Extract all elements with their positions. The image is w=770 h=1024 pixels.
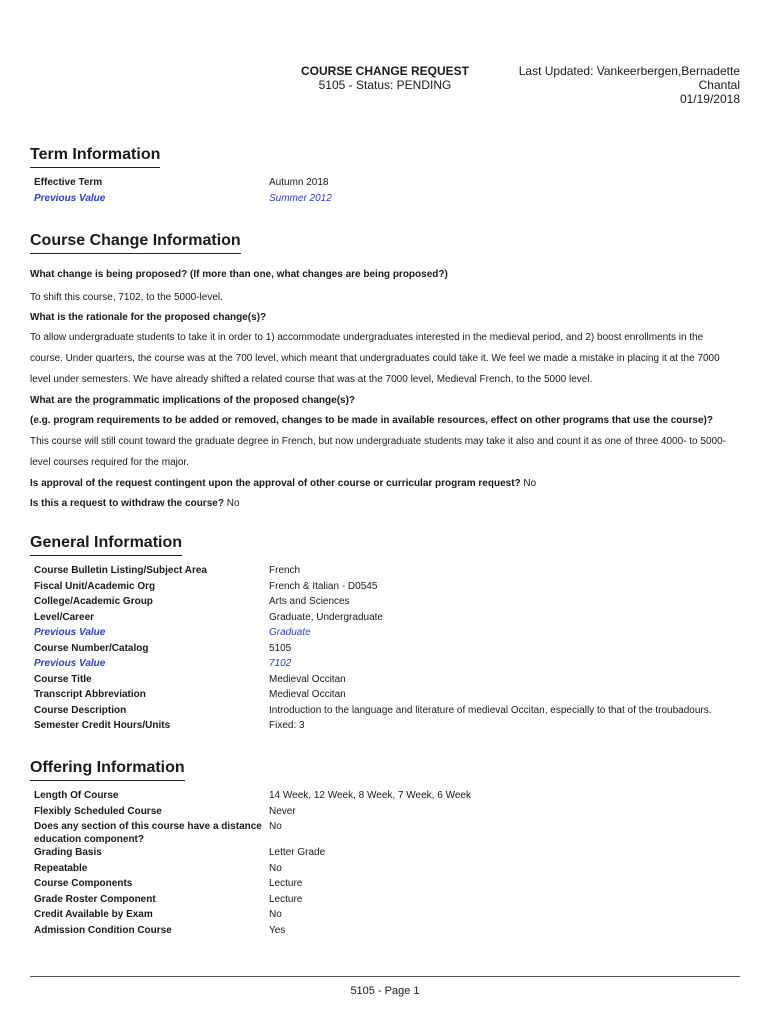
field-value: No [269, 862, 282, 874]
field-value: No [269, 821, 282, 832]
offering-information-heading: Offering Information [30, 758, 185, 781]
field-label: Does any section of this course have a distance education component? [34, 821, 262, 845]
field-label: Course Components [34, 878, 133, 889]
question-programmatic: What are the programmatic implications of the proposed change(s)? [30, 395, 356, 406]
page-number: 5105 - Page 1 [350, 985, 420, 997]
previous-value: Graduate [269, 627, 311, 638]
field-label: Semester Credit Hours/Units [34, 720, 171, 731]
field-value: French & Italian - D0545 [269, 580, 378, 592]
field-value: Never [269, 805, 296, 817]
last-updated-name-cont: Chantal [698, 78, 740, 92]
field-label: College/Academic Group [34, 596, 153, 607]
answer-withdraw: No [226, 498, 240, 509]
field-value: Medieval Occitan [269, 689, 346, 700]
question-withdraw-text: Is this a request to withdraw the course? [30, 498, 224, 509]
field-label: Course Title [34, 673, 92, 685]
field-label: Grading Basis [34, 847, 102, 858]
last-updated [519, 64, 740, 106]
field-label: Admission Condition Course [34, 924, 172, 936]
field-value: Yes [269, 924, 286, 936]
answer-proposed-change: To shift this course, 7102, to the 5000-level. [30, 292, 223, 303]
field-label: Grade Roster Component [34, 893, 156, 905]
previous-value: 7102 [269, 658, 292, 669]
field-label: Level/Career [34, 611, 95, 623]
document-title: COURSE CHANGE REQUEST [300, 64, 470, 78]
field-label: Fiscal Unit/Academic Org [34, 580, 156, 592]
field-value: Medieval Occitan [269, 673, 346, 685]
field-label: Credit Available by Exam [34, 909, 153, 920]
field-value: No [269, 909, 282, 920]
field-value: Fixed: 3 [269, 720, 305, 731]
field-value: Graduate, Undergraduate [269, 611, 383, 623]
course-change-heading: Course Change Information [30, 231, 241, 254]
previous-value-label: Previous Value [34, 627, 106, 638]
question-withdraw [30, 497, 240, 510]
field-value: 14 Week, 12 Week, 8 Week, 7 Week, 6 Week [269, 790, 471, 801]
field-value: Autumn 2018 [269, 177, 329, 188]
field-value: Lecture [269, 878, 303, 889]
question-contingent [30, 477, 536, 490]
last-updated-name: Last Updated: Vankeerbergen,Bernadette [518, 64, 740, 78]
answer-programmatic-line-1: This course will still count toward the graduate degree in French, but now undergraduate students may take it also and count it as one of three 4000- to 5000- [30, 436, 726, 447]
footer-divider [30, 976, 740, 977]
field-label: Course Number/Catalog [34, 642, 149, 654]
question-proposed-change: What change is being proposed? (If more than one, what changes are being proposed?) [30, 269, 448, 280]
field-value: 5105 [269, 642, 292, 654]
field-value: Lecture [269, 893, 303, 905]
field-label: Course Description [34, 704, 127, 716]
field-label: Repeatable [34, 862, 88, 874]
field-value: Introduction to the language and literature of medieval Occitan, especially to that of the troubadours. [269, 704, 712, 716]
field-value: Arts and Sciences [269, 596, 350, 607]
field-value: French [269, 565, 301, 576]
document-status: 5105 - Status: PENDING [318, 78, 452, 92]
answer-rationale-line-1: To allow undergraduate students to take it in order to 1) accommodate undergraduates interested in the medieval period, and 2) boost enrollments in the [30, 332, 704, 343]
field-label: Length Of Course [34, 790, 119, 801]
answer-rationale-line-2: course. Under quarters, the course was at the 700 level, which meant that undergraduates could take it. We feel we made a mistake in placing it at the 7000 [30, 353, 720, 364]
answer-programmatic-line-2: level courses required for the major. [30, 457, 189, 468]
document-header [255, 64, 515, 92]
previous-value: Summer 2012 [269, 192, 332, 204]
field-label: Transcript Abbreviation [34, 689, 146, 700]
field-label: Effective Term [34, 177, 103, 188]
previous-value-label: Previous Value [34, 658, 106, 669]
field-label: Flexibly Scheduled Course [34, 805, 162, 817]
question-contingent-text: Is approval of the request contingent upon the approval of other course or curricular program request? [30, 478, 521, 489]
answer-rationale-line-3: level under semesters. We have already shifted a related course that was at the 7000 level, Medieval French, to the 5000 level. [30, 374, 593, 385]
answer-contingent: No [523, 478, 537, 489]
question-programmatic-detail: (e.g. program requirements to be added or removed, changes to be made in available resources, effect on other programs that use the course)? [30, 415, 713, 426]
term-information-heading: Term Information [30, 145, 160, 168]
last-updated-date: 01/19/2018 [679, 92, 740, 106]
previous-value-label: Previous Value [34, 192, 106, 204]
field-value: Letter Grade [269, 847, 326, 858]
question-rationale: What is the rationale for the proposed change(s)? [30, 312, 267, 323]
general-information-heading: General Information [30, 533, 182, 556]
field-label: Course Bulletin Listing/Subject Area [34, 565, 207, 576]
